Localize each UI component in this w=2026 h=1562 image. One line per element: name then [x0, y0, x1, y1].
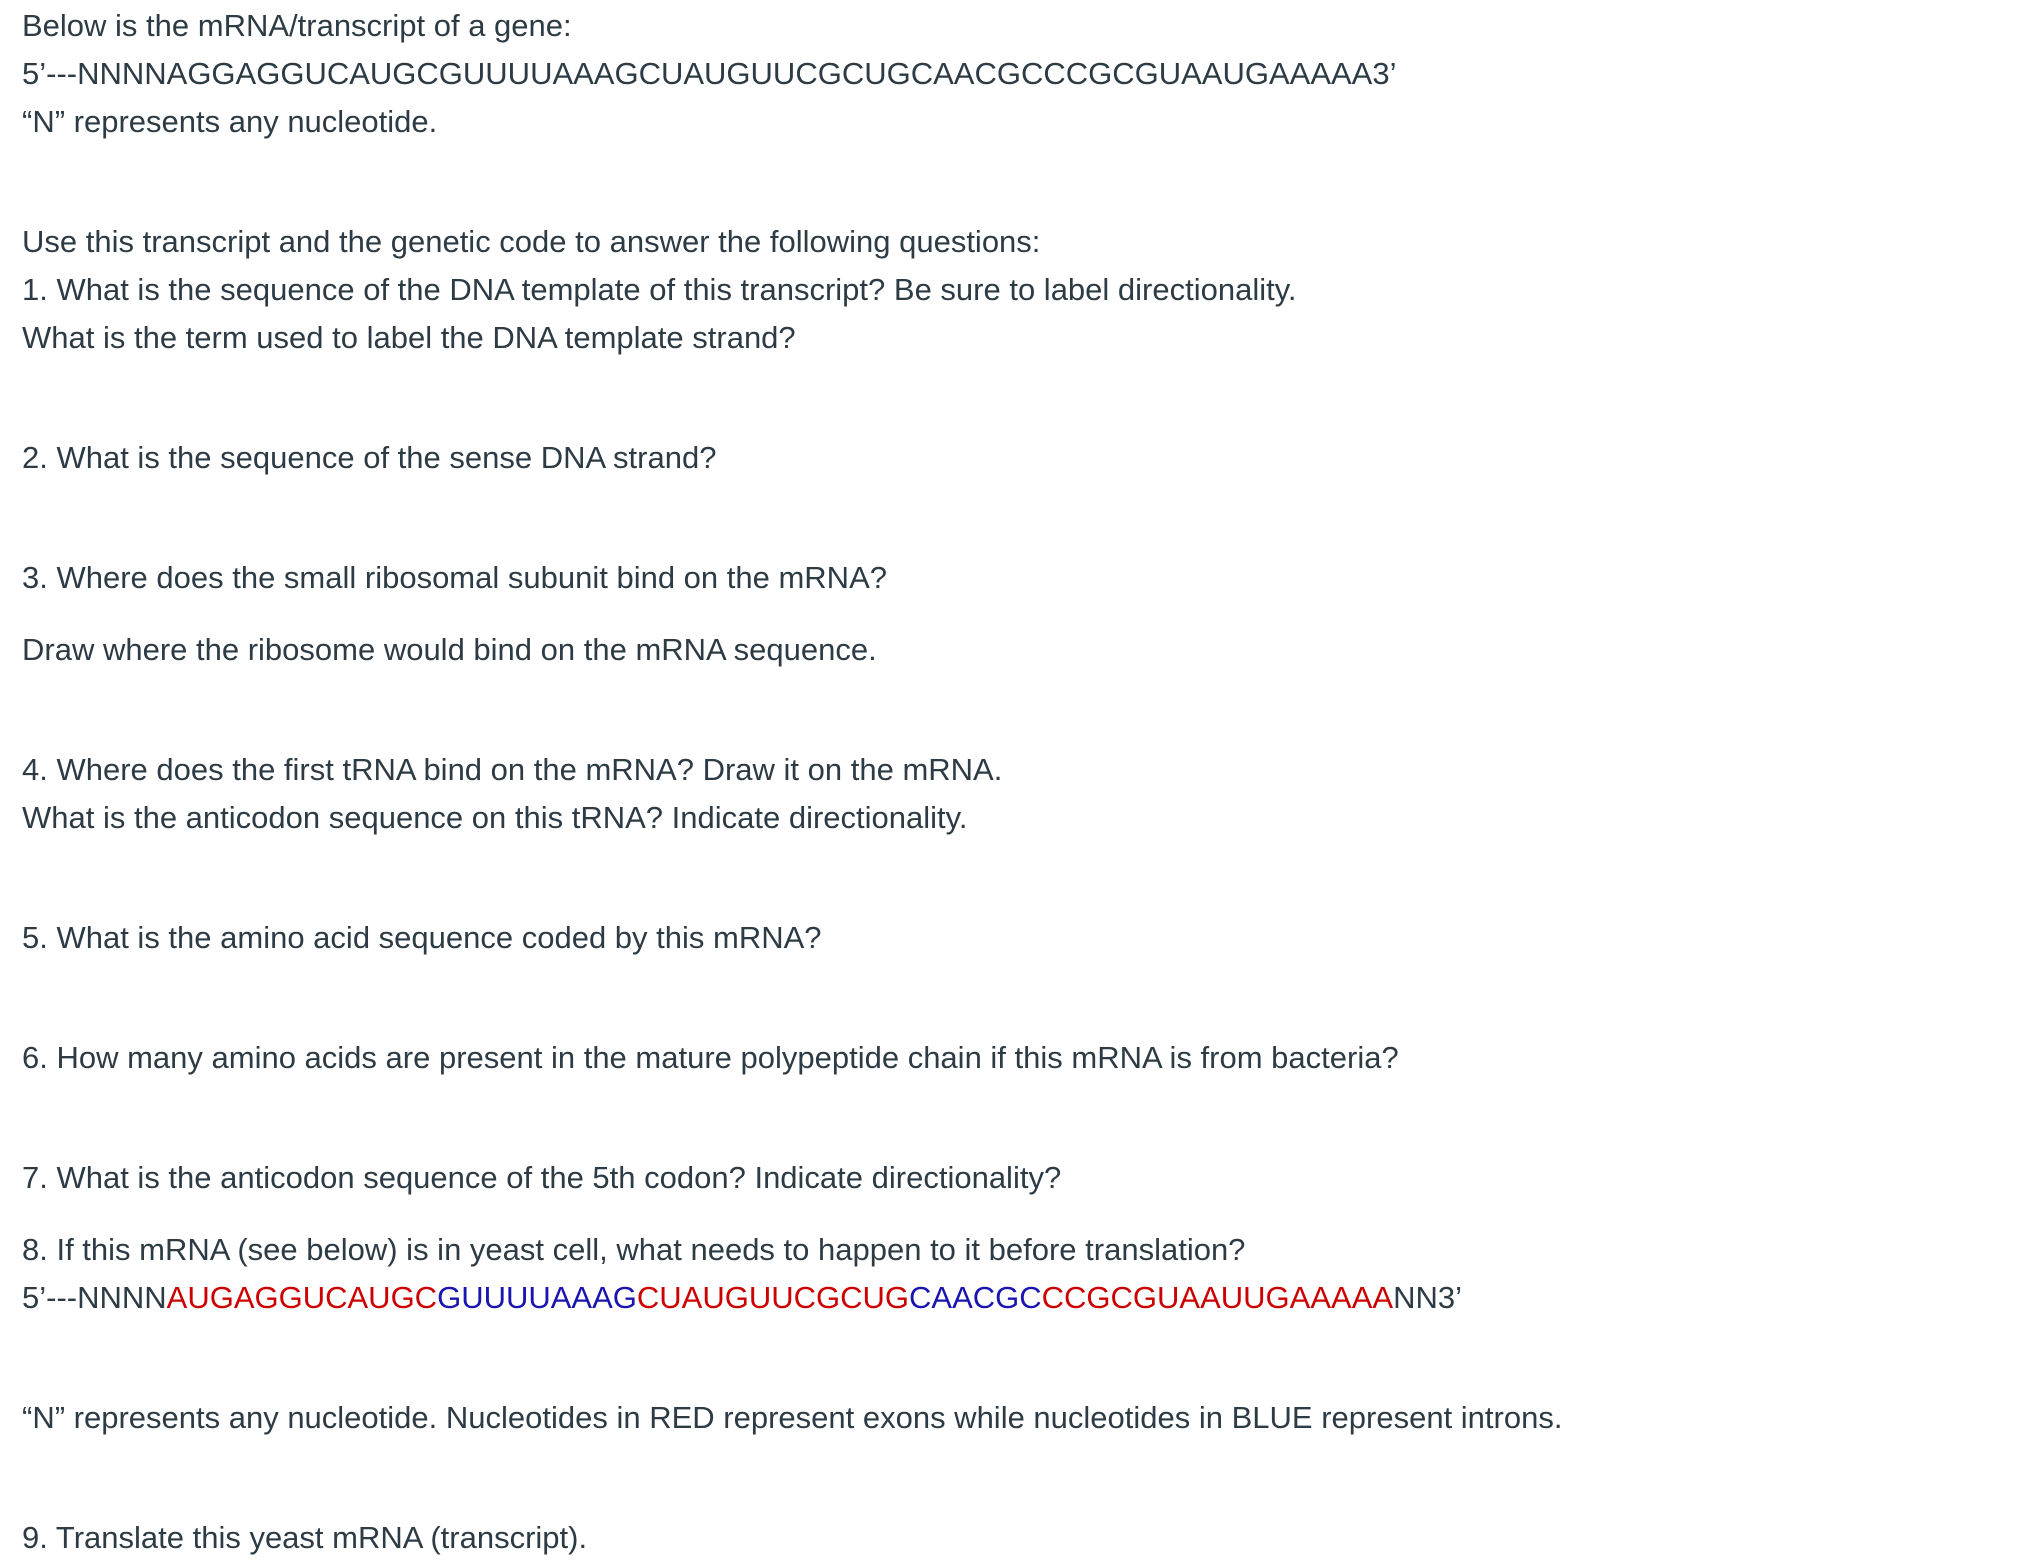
exon-2: CUAUGUUCGCUG	[636, 1280, 910, 1315]
question-3-followup: Draw where the ribosome would bind on the mRNA sequence.	[22, 632, 877, 667]
question-5: 5. What is the amino acid sequence coded by this mRNA?	[22, 920, 822, 955]
question-8: 8. If this mRNA (see below) is in yeast cell, what needs to happen to it before translation?	[22, 1232, 1246, 1267]
question-6: 6. How many amino acids are present in the mature polypeptide chain if this mRNA is from bacteria?	[22, 1040, 1399, 1075]
question-7: 7. What is the anticodon sequence of the 5th codon? Indicate directionality?	[22, 1160, 1062, 1195]
question-4: 4. Where does the first tRNA bind on the mRNA? Draw it on the mRNA.	[22, 752, 1003, 787]
intro-line: Below is the mRNA/transcript of a gene:	[22, 8, 572, 43]
mrna-sequence: 5’---NNNNAGGAGGUCAUGCGUUUUAAAGCUAUGUUCGCUGCAACGCCCGCGUAAUGAAAAA3’	[22, 56, 1397, 91]
question-9: 9. Translate this yeast mRNA (transcript).	[22, 1520, 588, 1555]
question-1: 1. What is the sequence of the DNA template of this transcript? Be sure to label directionality.	[22, 272, 1297, 307]
exon-1: AUGAGGUCAUGC	[166, 1280, 438, 1315]
sequence-suffix: NN3’	[1393, 1280, 1462, 1315]
instructions: Use this transcript and the genetic code to answer the following questions:	[22, 224, 1041, 259]
intron-1: GUUUUAAAG	[437, 1280, 637, 1315]
worksheet	[22, 2, 2012, 1562]
yeast-mrna-sequence	[22, 1274, 2012, 1322]
sequence-prefix: 5’---NNNN	[22, 1280, 167, 1315]
exon-intron-note: “N” represents any nucleotide. Nucleotides in RED represent exons while nucleotides in BLUE represent introns.	[22, 1400, 1563, 1435]
question-3: 3. Where does the small ribosomal subunit bind on the mRNA?	[22, 560, 887, 595]
question-1-followup: What is the term used to label the DNA template strand?	[22, 320, 796, 355]
intron-2: CAACGC	[909, 1280, 1042, 1315]
question-4-followup: What is the anticodon sequence on this tRNA? Indicate directionality.	[22, 800, 968, 835]
intro-note: “N” represents any nucleotide.	[22, 104, 438, 139]
question-2: 2. What is the sequence of the sense DNA strand?	[22, 440, 717, 475]
exon-3: CCGCGUAAUUGAAAAA	[1041, 1280, 1394, 1315]
